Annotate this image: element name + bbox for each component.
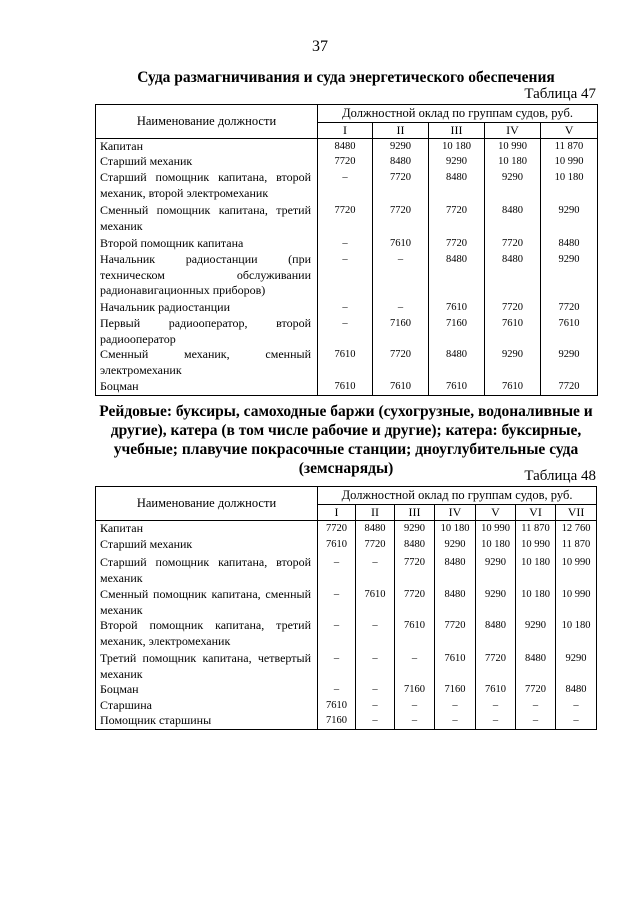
table48-col-VI (516, 521, 556, 730)
table48-position: Старший помощник капитана, второй механик (100, 555, 311, 585)
table48-cell: – (411, 700, 418, 711)
table48-cell: 10 990 (521, 539, 550, 550)
table48-cell: 9290 (525, 620, 546, 631)
table47-position: Капитан (100, 139, 143, 153)
table47-cell: 10 990 (498, 141, 527, 152)
table47-cell: 8480 (446, 172, 467, 183)
table48-cell: 11 870 (521, 523, 550, 534)
table47-cell: 7610 (446, 381, 467, 392)
table48-col-IV (435, 521, 476, 730)
table48-cell: – (372, 653, 378, 664)
table48-cell: 9290 (444, 539, 466, 550)
table47-col-V (541, 139, 598, 396)
table48-cell: – (372, 620, 378, 631)
table47-cell: – (342, 172, 348, 183)
table48-cell: 10 180 (521, 589, 550, 600)
table48-cell: 9290 (404, 523, 425, 534)
table48-position: Помощник старшины (100, 713, 212, 727)
table48-cell: 8480 (364, 523, 386, 534)
table48-cell: 9290 (565, 653, 587, 664)
table48-cell: – (532, 715, 539, 726)
table48-cell: – (573, 715, 579, 726)
table48-cell: 8480 (525, 653, 546, 664)
table47-col-IV (485, 139, 541, 396)
table48-cell: 7610 (485, 684, 506, 695)
table48-col-III (395, 521, 435, 730)
table48-cell: 7610 (404, 620, 425, 631)
table48-cell: 8480 (404, 539, 425, 550)
table48-cell: – (372, 700, 378, 711)
table47-cell: 7160 (446, 318, 467, 329)
table47-cell: 7160 (390, 318, 411, 329)
table47-cell: 10 180 (442, 141, 471, 152)
table48-cell: – (333, 684, 340, 695)
table47-position: Сменный помощник капитана, третий механик (100, 203, 311, 233)
table47-cell: 8480 (446, 349, 467, 360)
table47-cell: 10 990 (554, 156, 584, 167)
table48-title: Рейдовые: буксиры, самоходные баржи (сухогрузные, водоналивные и другие), катера (в том числе рабочие и другие); катера: буксирные, учебные; плавучие покрасочные станции; дноуглубительные суда (земснаряды) (99, 403, 593, 477)
table47-position: Начальник радиостанции (100, 300, 230, 314)
table48-group-header: I (318, 505, 356, 521)
table48-position: Старший механик (100, 537, 193, 551)
table47-cell: 7610 (334, 349, 356, 360)
table47-position: Старший помощник капитана, второй механик, второй электромеханик (100, 170, 311, 200)
table48-group-header: II (356, 505, 395, 521)
table47-col-III (429, 139, 485, 396)
table48-cell: 10 180 (521, 557, 550, 568)
table48-cell: 7720 (525, 684, 546, 695)
table48-cell: 7720 (326, 523, 347, 534)
table47-position: Боцман (100, 379, 139, 393)
table47-label: Таблица 47 (524, 86, 596, 102)
table48-cell: – (411, 653, 418, 664)
table47-cell: 8480 (502, 205, 523, 216)
table47-cell: 7720 (558, 381, 580, 392)
table48-col-II (356, 521, 395, 730)
table47-positions (96, 139, 318, 396)
table48-cell: – (333, 589, 340, 600)
table48-cell: 10 180 (481, 539, 510, 550)
table47-cell: 10 180 (498, 156, 527, 167)
table47-cell: 7610 (558, 318, 580, 329)
table48-group-header: IV (435, 505, 476, 521)
table48-label: Таблица 48 (524, 468, 596, 484)
table48-cell: 10 180 (561, 620, 591, 631)
table48-cell: – (573, 700, 579, 711)
table48-cell: 7160 (444, 684, 466, 695)
table48 (95, 486, 597, 730)
table48-cell: 9290 (485, 589, 506, 600)
table47-cell: 9290 (502, 172, 523, 183)
table48-position: Второй помощник капитана, третий механик, электромеханик (100, 618, 311, 648)
table47-cell: 7720 (390, 205, 411, 216)
table48-cell: 10 990 (561, 589, 591, 600)
table47-group-header: II (373, 123, 429, 139)
table48-cell: 7720 (364, 539, 386, 550)
table48-cell: – (411, 715, 418, 726)
table47-cell: 7720 (446, 238, 467, 249)
table48-cell: 12 760 (561, 523, 591, 534)
table47-position: Второй помощник капитана (100, 236, 244, 250)
table47-group-header: III (429, 123, 485, 139)
table47-cell: 9290 (558, 205, 580, 216)
table48-cell: 8480 (485, 620, 506, 631)
table48-cell: 10 990 (481, 523, 510, 534)
table48-group-header: VI (516, 505, 556, 521)
table47 (95, 104, 598, 396)
table48-col-VII (556, 521, 597, 730)
table47-group-header: I (318, 123, 373, 139)
table48-cell: – (532, 700, 539, 711)
table47-cell: 9290 (502, 349, 523, 360)
table47-cell: 7610 (502, 318, 523, 329)
table47-cell: – (342, 238, 348, 249)
table47-cell: 9290 (558, 254, 580, 265)
table48-cell: 7720 (404, 557, 425, 568)
table47-cell: 7610 (446, 302, 467, 313)
table47-cell: 9290 (446, 156, 467, 167)
table47-cell: 8480 (390, 156, 411, 167)
table47-col-I (318, 139, 373, 396)
table47-cell: 8480 (558, 238, 580, 249)
table48-cell: 8480 (565, 684, 587, 695)
table47-cell: 11 870 (554, 141, 584, 152)
table48-cell: 7610 (326, 700, 347, 711)
table48-group-header: III (395, 505, 435, 521)
table47-cell: – (397, 302, 404, 313)
table48-cell: – (452, 700, 458, 711)
table47-cell: 7720 (390, 349, 411, 360)
table47-cell: 7610 (390, 238, 411, 249)
table47-position: Начальник радиостанции (при техническом обслуживании радионавигационных приборов) (100, 252, 311, 297)
table47-group-header: V (541, 123, 598, 139)
table48-cell: 7160 (404, 684, 425, 695)
table47-title: Суда размагничивания и суда энергетического обеспечения (137, 69, 555, 86)
table47-cell: 7720 (334, 205, 356, 216)
table48-cell: – (333, 620, 340, 631)
table48-header-name: Наименование должности (96, 487, 318, 521)
table48-cell: – (492, 715, 499, 726)
table47-cell: 10 180 (554, 172, 584, 183)
table48-cell: 7610 (326, 539, 347, 550)
table47-position: Сменный механик, сменный электромеханик (100, 347, 311, 377)
table47-cell: 9290 (558, 349, 580, 360)
table47-col-II (373, 139, 429, 396)
table48-position: Сменный помощник капитана, сменный механик (100, 587, 311, 617)
table47-cell: 7720 (446, 205, 467, 216)
table48-cell: 7610 (444, 653, 466, 664)
table48-position: Боцман (100, 682, 139, 696)
table47-cell: 8480 (334, 141, 356, 152)
table48-cell: 10 990 (561, 557, 591, 568)
table47-cell: 7720 (558, 302, 580, 313)
table47-cell: – (342, 302, 348, 313)
table47-cell: 7610 (334, 381, 356, 392)
table48-cell: – (372, 715, 378, 726)
table47-cell: 7720 (502, 238, 523, 249)
table47-cell: 8480 (502, 254, 523, 265)
table48-position: Капитан (100, 521, 143, 535)
table47-cell: 7610 (390, 381, 411, 392)
table48-col-I (318, 521, 356, 730)
table48-col-V (476, 521, 516, 730)
table47-cell: 7610 (502, 381, 523, 392)
table48-cell: – (492, 700, 499, 711)
table48-cell: 11 870 (561, 539, 591, 550)
table48-cell: – (333, 653, 340, 664)
table47-cell: 9290 (390, 141, 411, 152)
table48-position: Третий помощник капитана, четвертый механик (100, 651, 311, 681)
table47-position: Первый радиооператор, второй радиооператор (100, 316, 311, 346)
table48-header-salary: Должностной оклад по группам судов, руб. (318, 487, 597, 505)
table47-cell: – (397, 254, 404, 265)
table48-cell: – (372, 557, 378, 568)
table47-cell: 7720 (390, 172, 411, 183)
table47-cell: 7720 (334, 156, 356, 167)
table48-cell: 7720 (404, 589, 425, 600)
table48-positions (96, 521, 318, 730)
table47-header-name: Наименование должности (96, 105, 318, 139)
table48-group-header: VII (556, 505, 597, 521)
table48-cell: 7610 (364, 589, 386, 600)
table48-cell: 10 180 (440, 523, 470, 534)
table47-cell: 8480 (446, 254, 467, 265)
table47-cell: – (342, 318, 348, 329)
table47-header-salary: Должностной оклад по группам судов, руб. (318, 105, 598, 123)
table48-cell: – (333, 557, 340, 568)
table48-cell: 7720 (485, 653, 506, 664)
table47-group-header: IV (485, 123, 541, 139)
table48-cell: 7720 (444, 620, 466, 631)
table47-cell: – (342, 254, 348, 265)
table47-cell: 7720 (502, 302, 523, 313)
table48-cell: 9290 (485, 557, 506, 568)
table47-position: Старший механик (100, 154, 193, 168)
table48-cell: 8480 (444, 557, 466, 568)
table48-cell: 8480 (444, 589, 466, 600)
table48-group-header: V (476, 505, 516, 521)
table48-cell: 7160 (326, 715, 347, 726)
table48-cell: – (452, 715, 458, 726)
table48-cell: – (372, 684, 378, 695)
page-number: 37 (312, 38, 328, 55)
table48-position: Старшина (100, 698, 152, 712)
